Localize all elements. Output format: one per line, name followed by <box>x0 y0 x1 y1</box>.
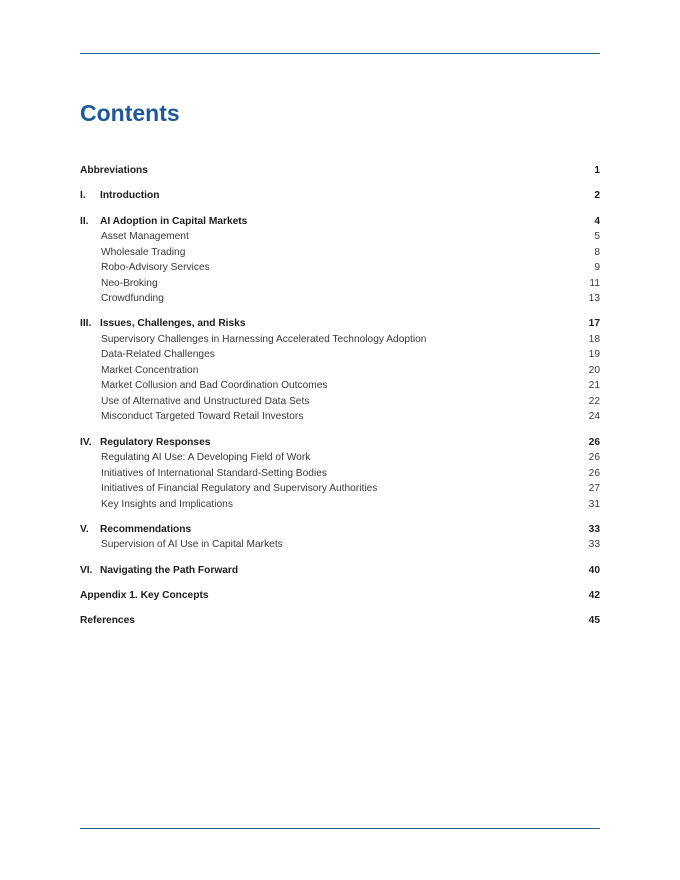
toc-page-number: 45 <box>588 615 600 627</box>
toc-subsection[interactable] <box>80 291 600 307</box>
toc-section-title <box>80 588 209 604</box>
toc-section-number: III. <box>80 318 92 330</box>
toc-subsection[interactable] <box>80 450 600 466</box>
toc-subsection-label: Misconduct Targeted Toward Retail Investors <box>101 411 304 423</box>
toc-subsection-label: Key Insights and Implications <box>101 498 233 510</box>
toc-subsection-label: Neo-Broking <box>101 277 158 289</box>
toc-section-number: I. <box>80 190 86 202</box>
toc-page-number: 33 <box>588 539 600 551</box>
toc-section-label: Abbreviations <box>80 165 148 176</box>
toc-section-label: Regulatory Responses <box>100 436 211 448</box>
toc-section[interactable] <box>80 435 600 451</box>
toc-section-number: IV. <box>80 436 92 448</box>
toc-section-title <box>80 613 135 629</box>
toc-subsection[interactable] <box>80 260 600 276</box>
toc-page-number: 11 <box>589 277 600 289</box>
toc-page-number: 4 <box>594 215 600 227</box>
toc-subsection-label: Use of Alternative and Unstructured Data Sets <box>101 395 310 407</box>
toc-section[interactable] <box>80 163 600 179</box>
toc-subsection-label: Asset Management <box>101 231 189 243</box>
toc-page-number: 1 <box>594 165 600 176</box>
toc-section[interactable] <box>80 316 600 332</box>
toc-section-label: Issues, Challenges, and Risks <box>100 318 246 330</box>
section-gap <box>80 553 600 563</box>
toc-subsection[interactable] <box>80 363 600 379</box>
toc-section-number: VI. <box>80 564 93 576</box>
section-gap <box>80 604 600 614</box>
toc-section-label: References <box>80 615 135 627</box>
toc-section-number: V. <box>80 523 89 535</box>
toc-page-number: 13 <box>588 293 600 305</box>
toc-page-number: 33 <box>588 523 600 535</box>
toc-subsection[interactable] <box>80 409 600 425</box>
toc-section[interactable] <box>80 522 600 538</box>
toc-page-number: 17 <box>588 318 600 330</box>
toc-subsection[interactable] <box>80 537 600 553</box>
toc-subsection-label: Initiatives of Financial Regulatory and Supervisory Authorities <box>101 483 378 495</box>
toc-page-number: 21 <box>588 380 600 392</box>
toc-section-title <box>80 563 238 579</box>
toc-page-number: 42 <box>588 590 600 602</box>
toc-subsection[interactable] <box>80 466 600 482</box>
toc-section-number: II. <box>80 215 89 227</box>
toc-page-number: 26 <box>588 452 600 464</box>
toc-subsection-label: Crowdfunding <box>101 293 164 305</box>
toc-section-title <box>80 316 246 332</box>
toc-section[interactable] <box>80 188 600 204</box>
toc-section[interactable] <box>80 588 600 604</box>
section-gap <box>80 578 600 588</box>
toc-subsection-label: Initiatives of International Standard-Setting Bodies <box>101 467 327 479</box>
toc-page-number: 27 <box>588 483 600 495</box>
toc-subsection-label: Market Concentration <box>101 364 199 376</box>
toc-page-number: 26 <box>588 467 600 479</box>
toc-section[interactable] <box>80 563 600 579</box>
toc-section[interactable] <box>80 613 600 629</box>
section-gap <box>80 425 600 435</box>
bottom-rule <box>80 828 600 829</box>
toc-section-label: Introduction <box>100 190 160 202</box>
toc-section[interactable] <box>80 214 600 230</box>
toc-subsection[interactable] <box>80 481 600 497</box>
toc-subsection[interactable] <box>80 394 600 410</box>
toc-subsection-label: Market Collusion and Bad Coordination Outcomes <box>101 380 328 392</box>
toc-page-number: 9 <box>594 262 600 274</box>
toc-page-number: 24 <box>588 411 600 423</box>
section-gap <box>80 307 600 317</box>
toc-page-number: 8 <box>594 246 600 258</box>
toc-section-title <box>80 522 191 538</box>
toc-section-title <box>80 435 210 451</box>
toc-subsection[interactable] <box>80 245 600 261</box>
toc-section-label: Appendix 1. Key Concepts <box>80 590 209 602</box>
toc-page-number: 26 <box>588 436 600 448</box>
toc-section-title <box>80 214 247 230</box>
toc-subsection-label: Data-Related Challenges <box>101 349 215 361</box>
top-rule <box>80 53 600 54</box>
toc-subsection-label: Regulating AI Use: A Developing Field of Work <box>101 452 311 464</box>
toc-subsection[interactable] <box>80 332 600 348</box>
toc-page-number: 18 <box>588 333 600 345</box>
page-title: Contents <box>80 100 180 126</box>
toc-subsection[interactable] <box>80 229 600 245</box>
toc-subsection[interactable] <box>80 497 600 513</box>
toc-section-label: Recommendations <box>100 523 192 535</box>
section-gap <box>80 512 600 522</box>
toc-section-title <box>80 188 159 204</box>
toc-section-title <box>80 163 148 179</box>
toc-subsection-label: Supervisory Challenges in Harnessing Accelerated Technology Adoption <box>101 333 427 345</box>
toc-subsection-label: Supervision of AI Use in Capital Markets <box>101 539 283 551</box>
table-of-contents <box>80 163 600 629</box>
toc-subsection[interactable] <box>80 347 600 363</box>
toc-subsection[interactable] <box>80 276 600 292</box>
toc-section-label: AI Adoption in Capital Markets <box>100 215 248 227</box>
toc-page-number: 5 <box>594 231 600 243</box>
toc-page-number: 20 <box>588 364 600 376</box>
toc-subsection-label: Wholesale Trading <box>101 246 186 258</box>
toc-subsection[interactable] <box>80 378 600 394</box>
toc-section-label: Navigating the Path Forward <box>100 564 239 576</box>
toc-subsection-label: Robo-Advisory Services <box>101 262 210 274</box>
toc-page-number: 40 <box>588 564 600 576</box>
section-gap <box>80 204 600 214</box>
toc-page-number: 31 <box>588 498 600 510</box>
toc-page-number: 22 <box>588 395 600 407</box>
toc-page-number: 19 <box>588 349 600 361</box>
section-gap <box>80 179 600 189</box>
toc-page-number: 2 <box>594 190 600 202</box>
